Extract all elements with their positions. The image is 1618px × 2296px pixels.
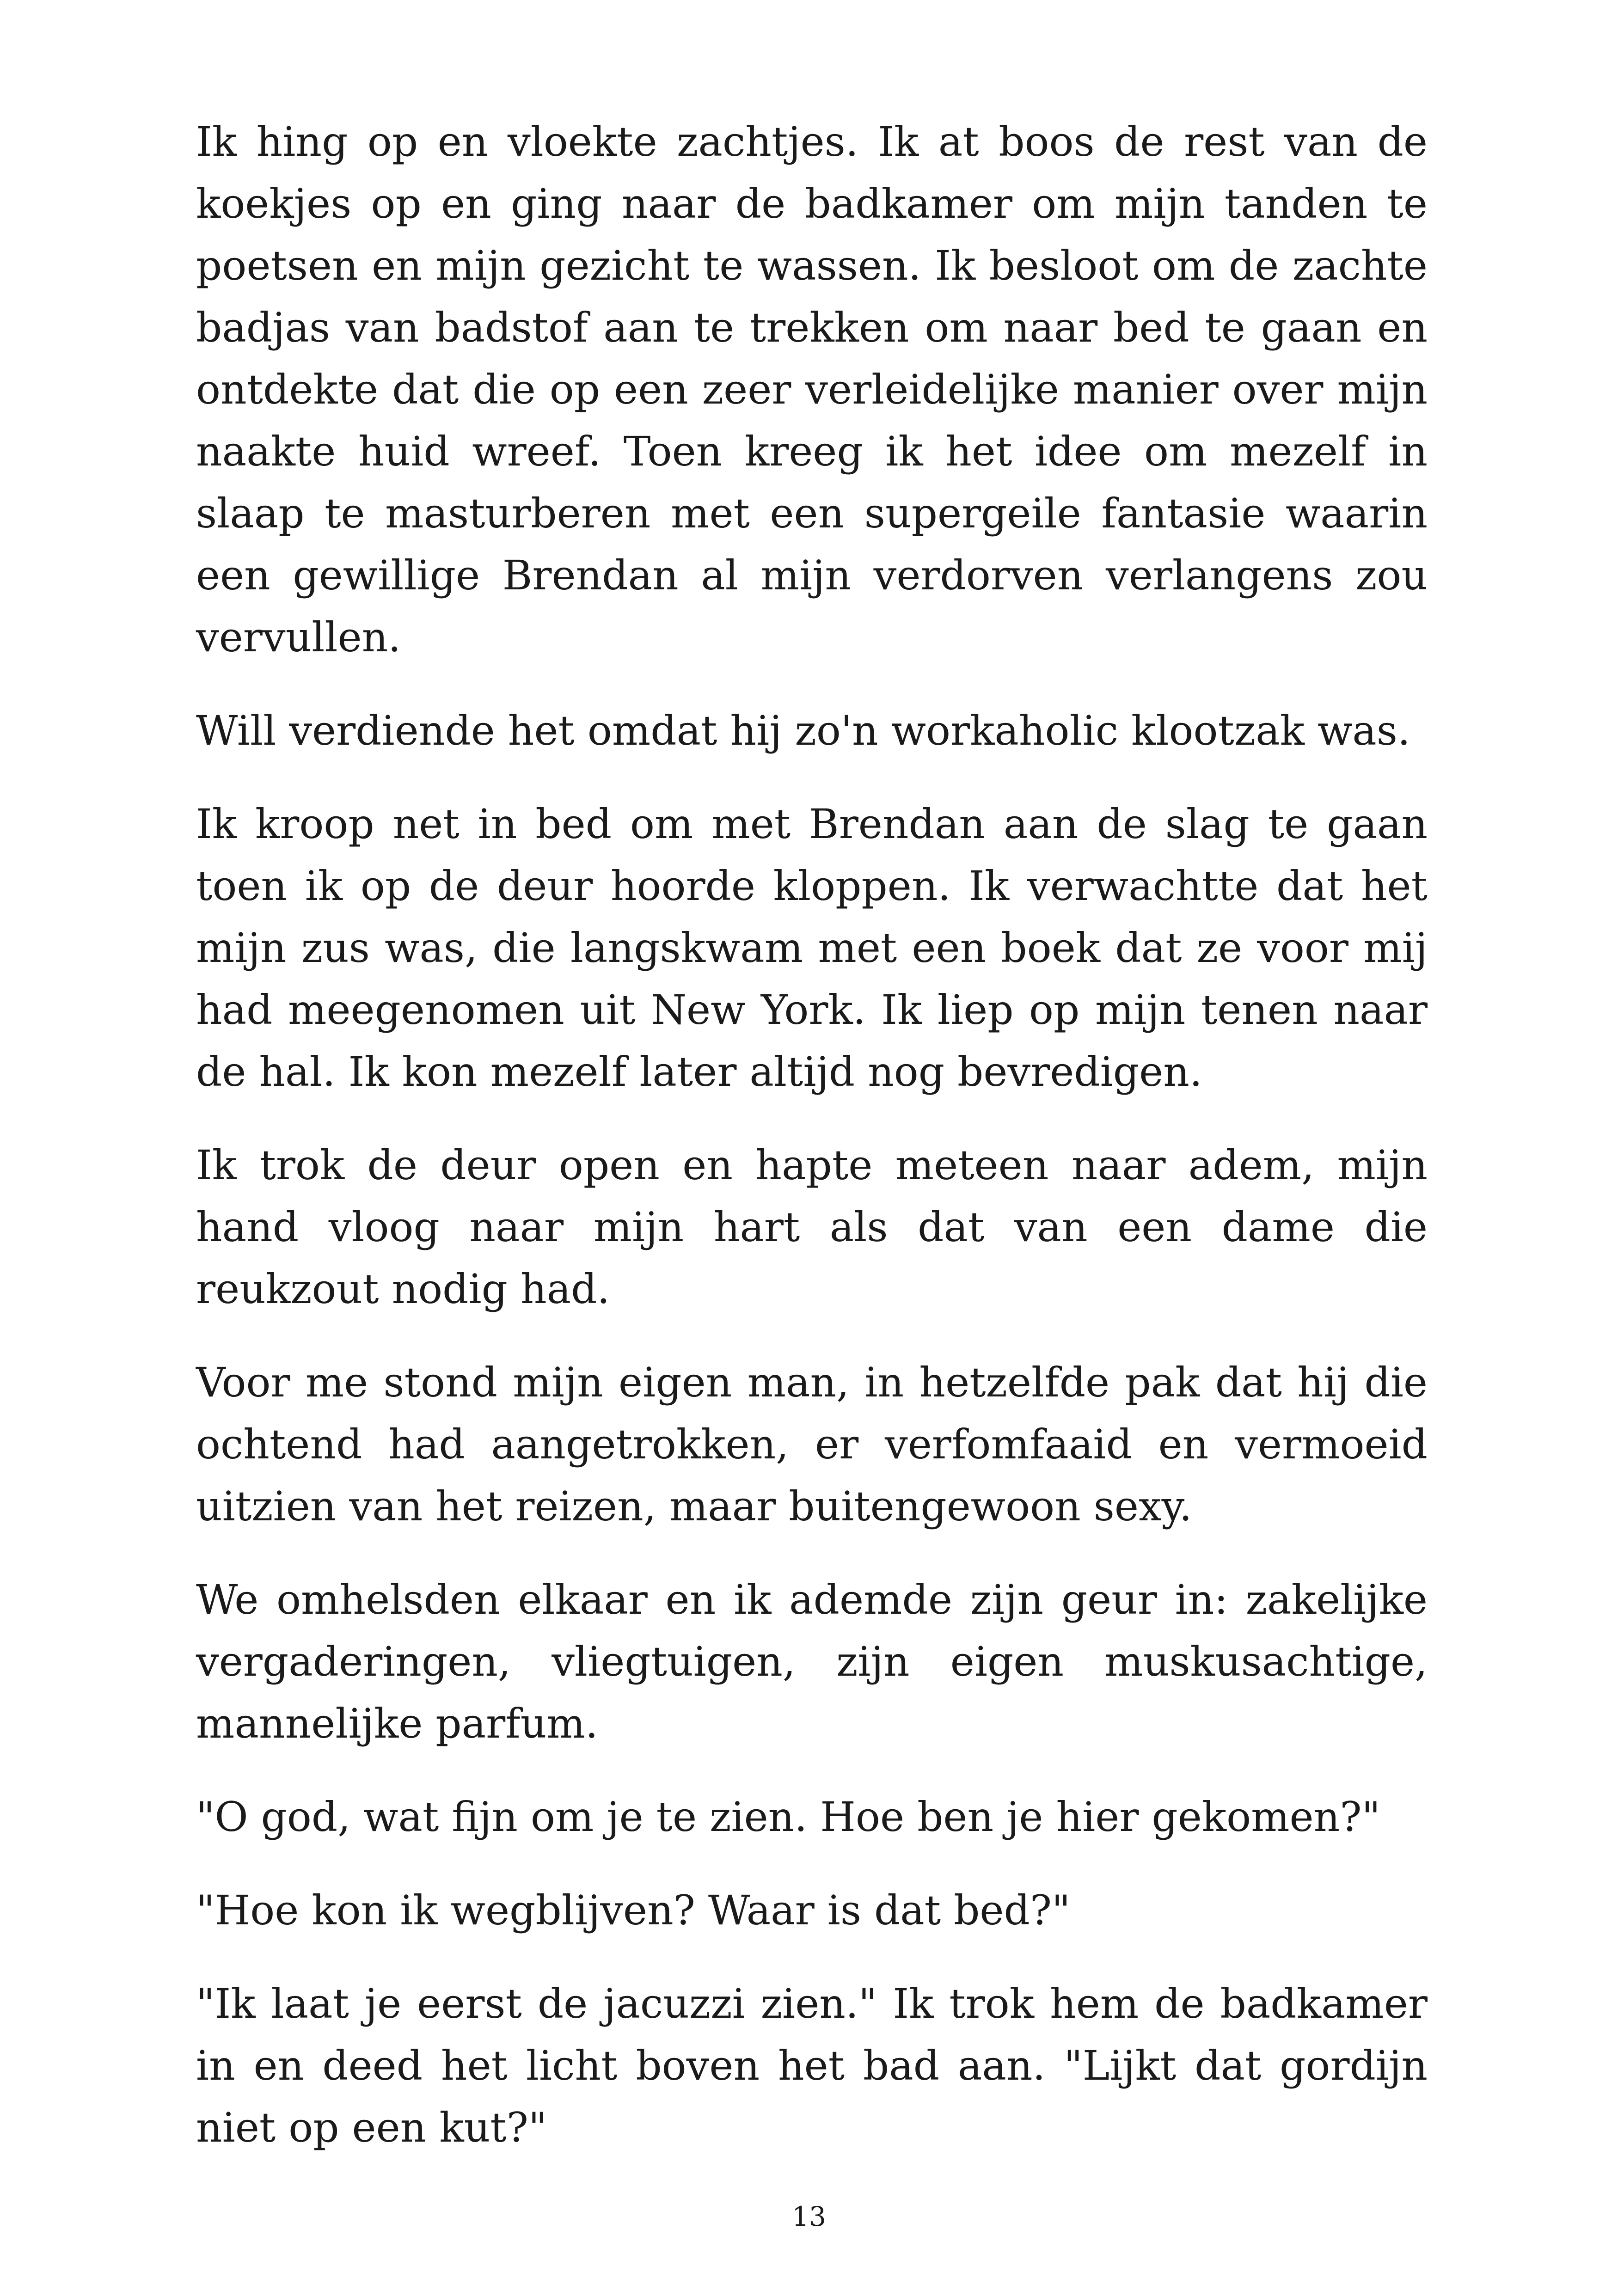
body-text bbox=[196, 111, 1428, 2190]
paragraph-8: "Hoe kon ik wegblijven? Waar is dat bed?" bbox=[196, 1886, 1071, 1934]
paragraph-3: Ik kroop net in bed om met Brendan aan de slag te gaan toen ik op de deur hoorde kloppen. Ik verwachtte dat het mijn zus was, die langskwam met een boek dat ze voor mij had meegenomen uit New York. Ik liep op mijn tenen naar de hal. Ik kon mezelf later altijd nog bevredigen. bbox=[196, 800, 1428, 1096]
paragraph-2: Will verdiende het omdat hij zo'n workaholic klootzak was. bbox=[196, 707, 1410, 754]
paragraph-5: Voor me stond mijn eigen man, in hetzelfde pak dat hij die ochtend had aangetrokken, er verfomfaaid en vermoeid uitzien van het reizen, maar buitengewoon sexy. bbox=[196, 1359, 1428, 1530]
paragraph-6: We omhelsden elkaar en ik ademde zijn geur in: zakelijke vergaderingen, vliegtuigen, zijn eigen muskusachtige, mannelijke parfum. bbox=[196, 1576, 1428, 1747]
paragraph-7: "O god, wat fijn om je te zien. Hoe ben je hier gekomen?" bbox=[196, 1793, 1380, 1841]
paragraph-1: Ik hing op en vloekte zachtjes. Ik at boos de rest van de koekjes op en ging naar de badkamer om mijn tanden te poetsen en mijn gezicht te wassen. Ik besloot om de zachte badjas van badstof aan te trekken om naar bed te gaan en ontdekte dat die op een zeer verleidelijke manier over mijn naakte huid wreef. Toen kreeg ik het idee om mezelf in slaap te masturberen met een supergeile fantasie waarin een gewillige Brendan al mijn verdorven verlangens zou vervullen. bbox=[196, 118, 1428, 661]
paragraph-9: "Ik laat je eerst de jacuzzi zien." Ik trok hem de badkamer in en deed het licht boven het bad aan. "Lijkt dat gordijn niet op een kut?" bbox=[196, 1980, 1428, 2151]
page-number: 13 bbox=[792, 2201, 826, 2232]
paragraph-4: Ik trok de deur open en hapte meteen naar adem, mijn hand vloog naar mijn hart als dat van een dame die reukzout nodig had. bbox=[196, 1141, 1428, 1313]
